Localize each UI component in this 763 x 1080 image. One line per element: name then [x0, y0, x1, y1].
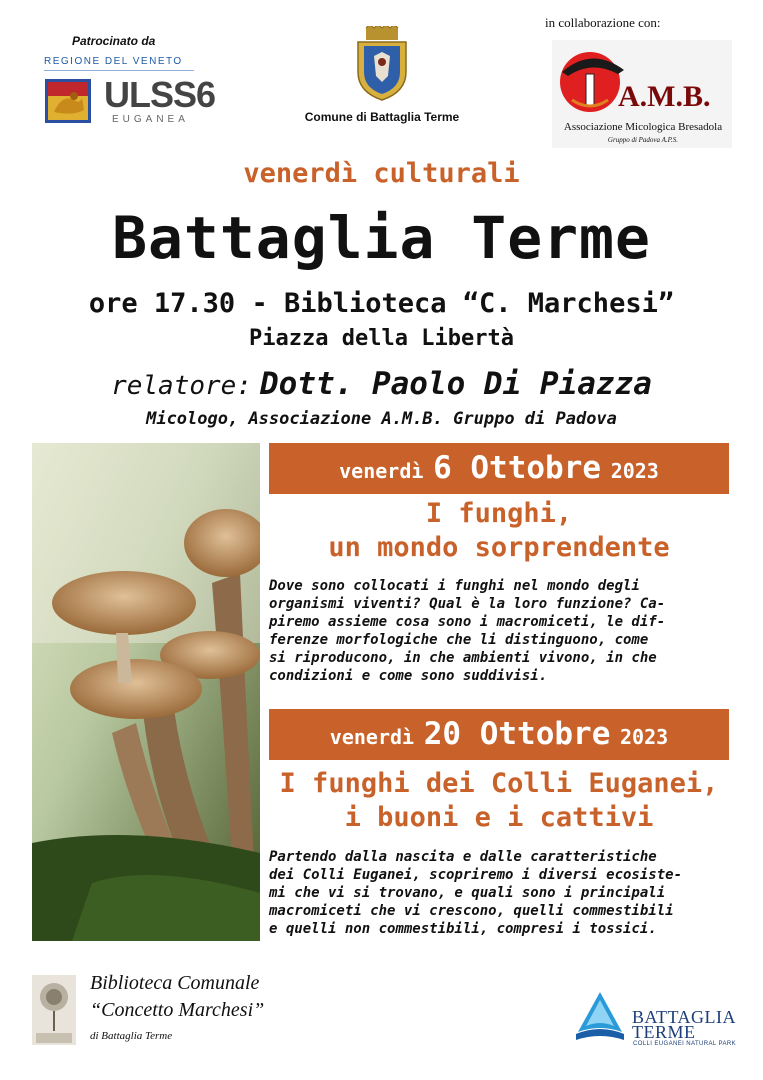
event1-year: 2023 — [610, 459, 659, 483]
regione-veneto-label: REGIONE DEL VENETO — [44, 56, 183, 67]
regione-divider — [44, 70, 194, 71]
event1-weekday: venerdì — [339, 459, 424, 483]
library-name-line3: di Battaglia Terme — [90, 1030, 173, 1042]
event2-desc-line: e quelli non commestibili, compresi i tossici. — [269, 921, 657, 937]
venue-square: Piazza della Libertà — [249, 326, 514, 351]
battaglia-terme-wave-icon — [574, 990, 626, 1042]
event2-desc-line: dei Colli Euganei, scopriremo i diversi ecosiste- — [269, 867, 683, 883]
comune-label: Comune di Battaglia Terme — [304, 110, 460, 124]
event2-year: 2023 — [620, 725, 669, 749]
event2-weekday: venerdì — [329, 725, 415, 749]
event2-title-line1: I funghi dei Colli Euganei, — [279, 768, 719, 799]
event1-desc-line: ferenze morfologiche che li distinguono, come — [269, 632, 649, 648]
event1-desc-line: piremo assieme cosa sono i macromiceti, le dif- — [269, 614, 666, 630]
mushroom-photo — [32, 443, 260, 941]
amb-name-label: Associazione Micologica Bresadola — [563, 121, 723, 133]
patrocinato-label: Patrocinato da — [72, 34, 156, 48]
event2-desc-line: macromiceti che vi crescono, quelli commestibili — [269, 903, 674, 919]
speaker-role: Micologo, Associazione A.M.B. Gruppo di Padova — [146, 409, 617, 429]
event2-description — [269, 848, 731, 938]
speaker-name: Dott. Paolo Di Piazza — [259, 366, 652, 402]
veneto-flag-icon — [44, 78, 92, 124]
event1-title-line1: I funghi, — [425, 498, 573, 529]
event2-date-bar — [269, 709, 729, 760]
event2-desc-line: Partendo dalla nascita e dalle caratteristiche — [269, 849, 657, 865]
event2-date: 20 Ottobre — [423, 716, 611, 752]
event1-desc-line: condizioni e come sono suddivisi. — [269, 668, 548, 684]
speaker-label: relatore: — [111, 371, 252, 401]
collaborazione-label: in collaborazione con: — [545, 15, 661, 30]
bt-subtitle: COLLI EUGANEI NATURAL PARK — [633, 1041, 736, 1047]
event1-desc-line: Dove sono collocati i funghi nel mondo degli — [269, 578, 640, 594]
library-name-line2: “Concetto Marchesi” — [90, 999, 265, 1021]
event1-date-bar — [269, 443, 729, 494]
time-venue: ore 17.30 - Biblioteca “C. Marchesi” — [88, 288, 675, 319]
event1-title-line2: un mondo sorprendente — [328, 532, 670, 563]
event1-desc-line: organismi viventi? Qual è la loro funzione? Ca- — [269, 596, 666, 612]
ulss-logo-text: ULSS6 — [104, 74, 216, 115]
amb-logo-text: A.M.B. — [618, 80, 711, 113]
library-name-line1: Biblioteca Comunale — [90, 972, 260, 994]
coat-of-arms-icon — [352, 26, 412, 102]
event1-description — [269, 577, 731, 685]
event2-title-line2: i buoni e i cattivi — [344, 802, 654, 833]
library-rose-book-icon — [32, 975, 76, 1045]
event1-desc-line: si riproducono, in che ambienti vivono, in che — [269, 650, 657, 666]
event1-date: 6 Ottobre — [433, 450, 602, 486]
main-title: Battaglia Terme — [112, 204, 651, 272]
series-title: venerdì culturali — [243, 158, 520, 189]
euganea-label: EUGANEA — [112, 114, 189, 125]
speaker-line — [0, 366, 763, 402]
bt-name-line1: BATTAGLIA — [632, 1007, 737, 1027]
amb-subtitle: Gruppo di Padova A.P.S. — [607, 136, 679, 144]
bt-name-line2: TERME — [632, 1022, 696, 1042]
event2-desc-line: mi che vi si trovano, e quali sono i principali — [269, 885, 666, 901]
